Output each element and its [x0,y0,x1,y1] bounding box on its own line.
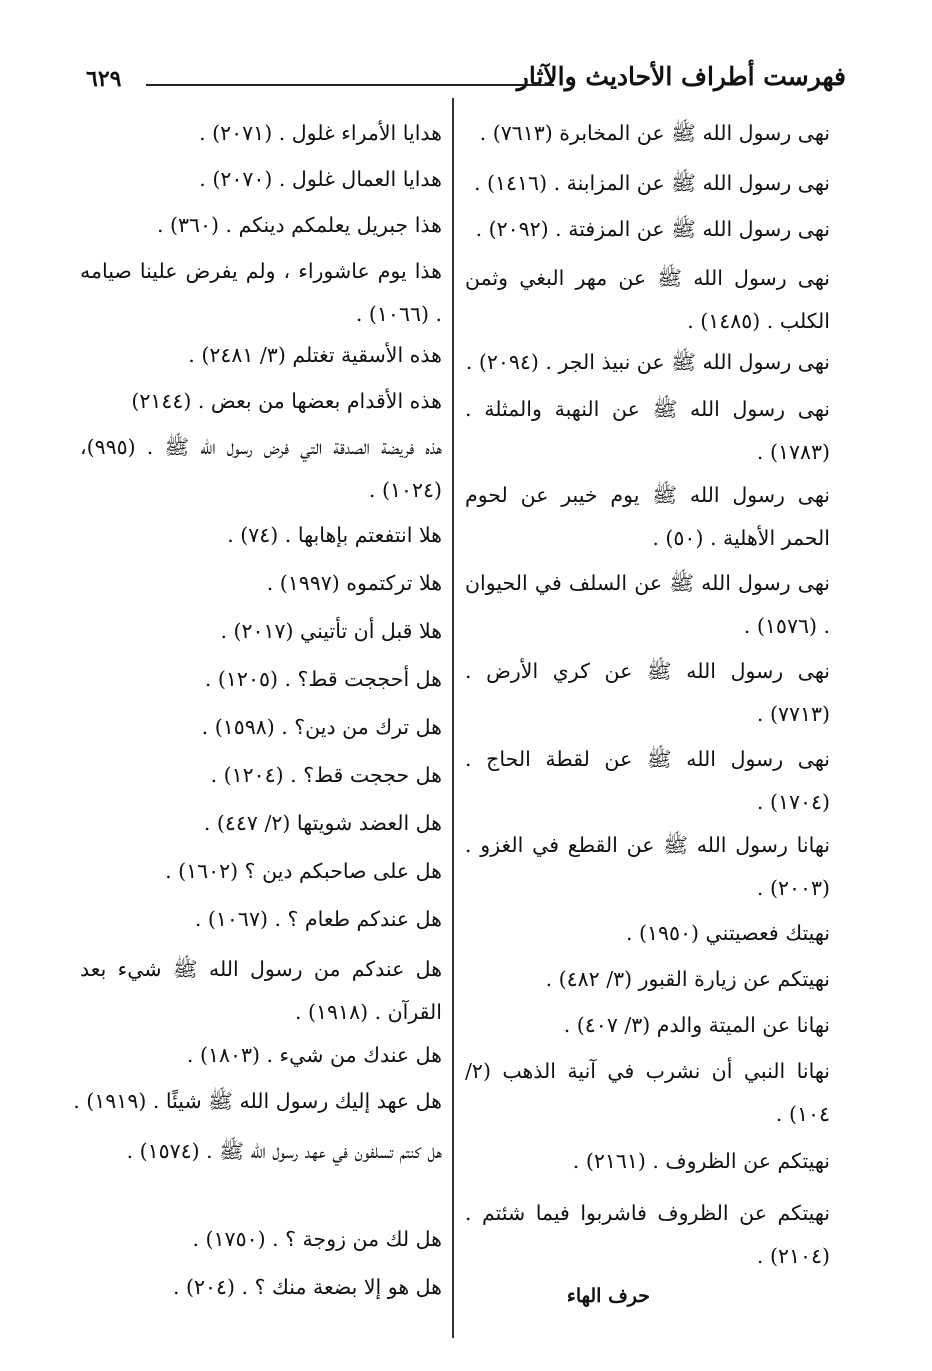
page-number: ٦٢٩ [86,66,122,92]
index-entry: نهى رسول الله ﷺ عن النهبة والمثلة . (١٧٨٣) . [465,397,830,464]
index-entry: هل عهد إليك رسول الله ﷺ شيئًا . (١٩١٩) . [73,1089,442,1113]
index-entry: نهيتك فعصيتني (١٩٥٠) . [625,921,830,945]
index-entry: نهى رسول الله ﷺ عن نبيذ الجر . (٢٠٩٤) . [465,350,830,374]
index-entry: هذه الأقدام بعضها من بعض . (٢١٤٤) [131,389,442,413]
index-entry: نهيتكم عن الظروف . (٢١٦١) . [572,1149,830,1173]
index-entry: نهى رسول الله ﷺ عن المزابنة . (١٤١٦) . [473,171,830,195]
index-entry: هذه فريضة الصدقة التي فرض رسول الله ﷺ . (٩٩٥)، (١٠٢٤) . [80,435,442,502]
index-entry: هل لك من زوجة ؟ . (١٧٥٠) . [192,1227,442,1251]
index-entry: نهى رسول الله ﷺ عن المخابرة (٧٦١٣) . [479,121,830,145]
index-entry: نهانا النبي أن نشرب في آنية الذهب (٢/ ١٠٤) . [465,1059,830,1126]
index-entry: هدايا الأمراء غلول . (٢٠٧١) . [199,121,442,145]
index-entry: نهى رسول الله ﷺ عن مهر البغي وثمن الكلب . (١٤٨٥) . [465,266,830,333]
index-entry: هذا جبريل يعلمكم دينكم . (٣٦٠) . [156,213,442,237]
running-title: فهرست أطراف الأحاديث والآثار [516,62,846,91]
index-entry: نهانا رسول الله ﷺ عن القطع في الغزو . (٢٠٠٣) . [465,833,830,900]
index-entry: هل ترك من دين؟ . (١٥٩٨) . [201,715,442,739]
index-entry: هل حججت قط؟ . (١٢٠٤) . [210,763,442,787]
index-entry: نهى رسول الله ﷺ عن السلف في الحيوان . (١٥٧٦) . [465,571,830,638]
index-entry: نهيتكم عن زيارة القبور (٣/ ٤٨٢) . [545,967,830,991]
section-heading: حرف الهاء [566,1285,650,1307]
index-entry: هل عندك من شيء . (١٨٠٣) . [186,1043,442,1067]
index-entry: هل كنتم تسلفون في عهد رسول الله ﷺ . (١٥٧٤) . [126,1139,442,1163]
index-entry: هل على صاحبكم دين ؟ (١٦٠٢) . [165,859,442,883]
index-entry: نهى رسول الله ﷺ عن المزفتة . (٢٠٩٢) . [475,217,830,241]
index-entry: هل العضد شويتها (٢/ ٤٤٧) . [203,811,442,835]
index-entry: هذا يوم عاشوراء ، ولم يفرض علينا صيامه . (١٠٦٦) . [80,259,442,326]
index-entry: هلا انتفعتم بإهابها . (٧٤) . [227,523,442,547]
index-entry: نهى رسول الله ﷺ عن كري الأرض . (٧٧١٣) . [465,659,830,726]
index-entry: نهانا عن الميتة والدم (٣/ ٤٠٧) . [563,1013,830,1037]
index-entry: هذه الأسقية تغتلم (٣/ ٢٤٨١) . [188,343,442,367]
index-entry: هل عندكم من رسول الله ﷺ شيء بعد القرآن . (١٩١٨) . [80,957,442,1024]
index-entry: هل عندكم طعام ؟ . (١٠٦٧) . [194,907,442,931]
index-entry: هل أحججت قط؟ . (١٢٠٥) . [204,667,442,691]
index-entry: نهيتكم عن الظروف فاشربوا فيما شئتم . (٢١٠٤) . [465,1201,830,1268]
page-header [86,62,846,102]
index-entry: هل هو إلا بضعة منك ؟ . (٢٠٤) . [172,1275,442,1299]
index-entry: هلا تركتموه (١٩٩٧) . [266,571,442,595]
index-entry: نهى رسول الله ﷺ يوم خيبر عن لحوم الحمر الأهلية . (٥٠) . [465,483,830,550]
index-entry: هلا قبل أن تأتيني (٢٠١٧) . [220,619,442,643]
header-rule [146,84,554,86]
column-divider [452,98,454,1338]
index-entry: نهى رسول الله ﷺ عن لقطة الحاج . (١٧٠٤) . [465,747,830,814]
index-entry: هدايا العمال غلول . (٢٠٧٠) . [199,167,442,191]
